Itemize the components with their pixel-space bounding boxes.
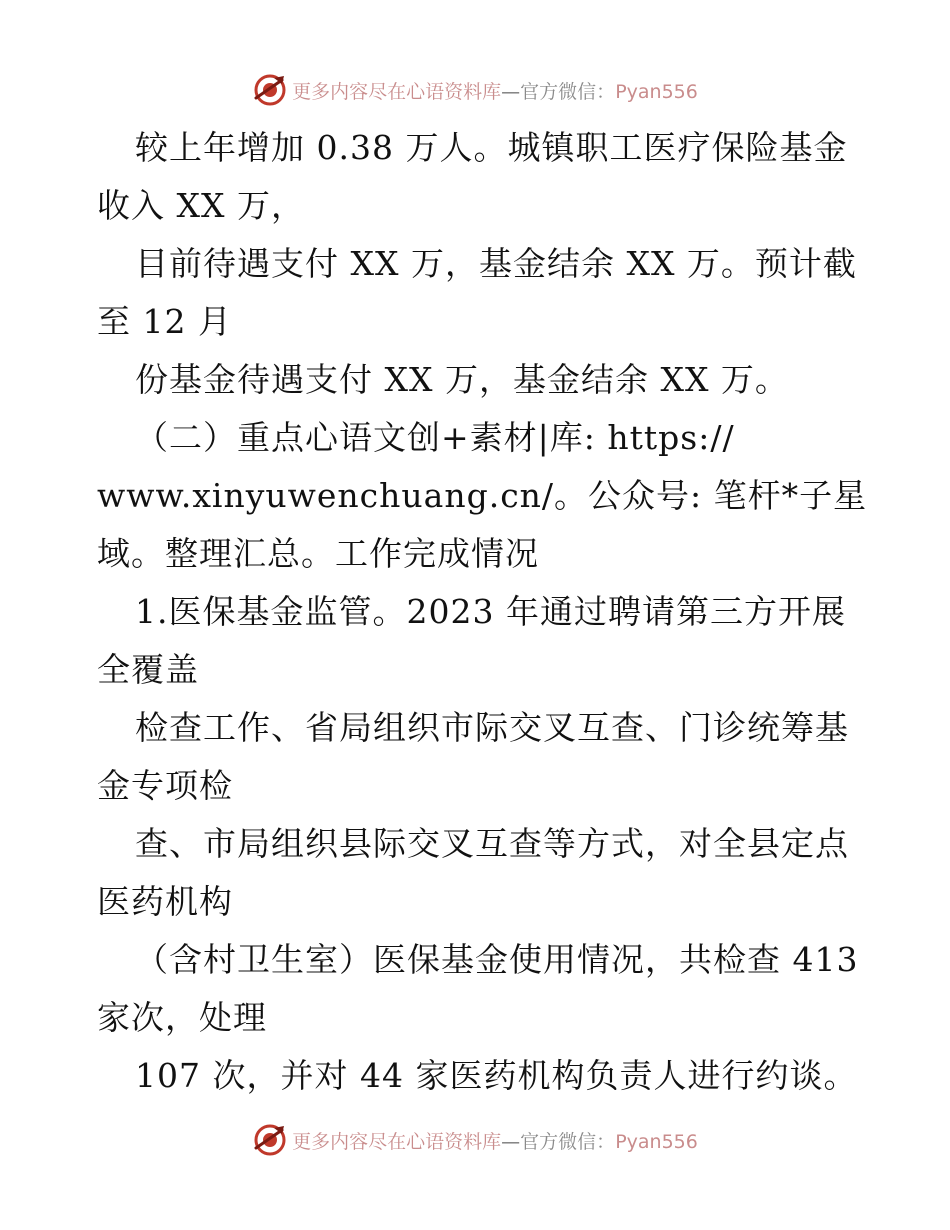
text-line: 检查工作、省局组织市际交叉互查、门诊统筹基 bbox=[135, 708, 849, 747]
footer-watermark-banner bbox=[0, 1120, 950, 1160]
banner-main-text: 更多内容尽在心语资料库 bbox=[292, 80, 502, 103]
text-line: 医药机构 bbox=[97, 882, 233, 921]
text-line: 家次，处理 bbox=[97, 998, 267, 1037]
banner-dash: — bbox=[501, 1130, 521, 1153]
text-line: 较上年增加 0.38 万人。城镇职工医疗保险基金 bbox=[135, 128, 848, 167]
text-line: 至 12 月 bbox=[97, 302, 232, 341]
brand-logo-icon bbox=[252, 1122, 288, 1158]
text-line: 域。整理汇总。工作完成情况 bbox=[97, 534, 539, 573]
text-line: 目前待遇支付 XX 万，基金结余 XX 万。预计截 bbox=[135, 244, 857, 283]
text-line: 107 次，并对 44 家医药机构负责人进行约谈。 bbox=[135, 1056, 858, 1095]
text-line: （二）重点心语文创+素材|库: https:// bbox=[135, 418, 735, 457]
document-body bbox=[97, 119, 867, 1105]
text-line: 查、市局组织县际交叉互查等方式，对全县定点 bbox=[135, 824, 849, 863]
banner-wechat-id: Pyan556 bbox=[615, 80, 698, 103]
text-line: www.xinyuwenchuang.cn/。公众号: 笔杆*子星 bbox=[97, 476, 868, 515]
text-line: （含村卫生室）医保基金使用情况，共检查 413 bbox=[135, 940, 859, 979]
banner-main-text: 更多内容尽在心语资料库 bbox=[292, 1130, 502, 1153]
text-line: 份基金待遇支付 XX 万，基金结余 XX 万。 bbox=[135, 360, 789, 399]
text-line: 收入 XX 万， bbox=[97, 186, 305, 225]
banner-wechat-id: Pyan556 bbox=[615, 1130, 698, 1153]
banner-official-label: 官方微信： bbox=[520, 1130, 616, 1153]
banner-official-label: 官方微信： bbox=[520, 80, 616, 103]
brand-logo-icon bbox=[252, 72, 288, 108]
header-watermark-banner bbox=[0, 70, 950, 110]
text-line: 1.医保基金监管。2023 年通过聘请第三方开展 bbox=[135, 592, 846, 631]
text-line: 全覆盖 bbox=[97, 650, 199, 689]
banner-text bbox=[292, 77, 698, 104]
banner-text bbox=[292, 1127, 698, 1154]
text-line: 金专项检 bbox=[97, 766, 233, 805]
banner-dash: — bbox=[501, 80, 521, 103]
